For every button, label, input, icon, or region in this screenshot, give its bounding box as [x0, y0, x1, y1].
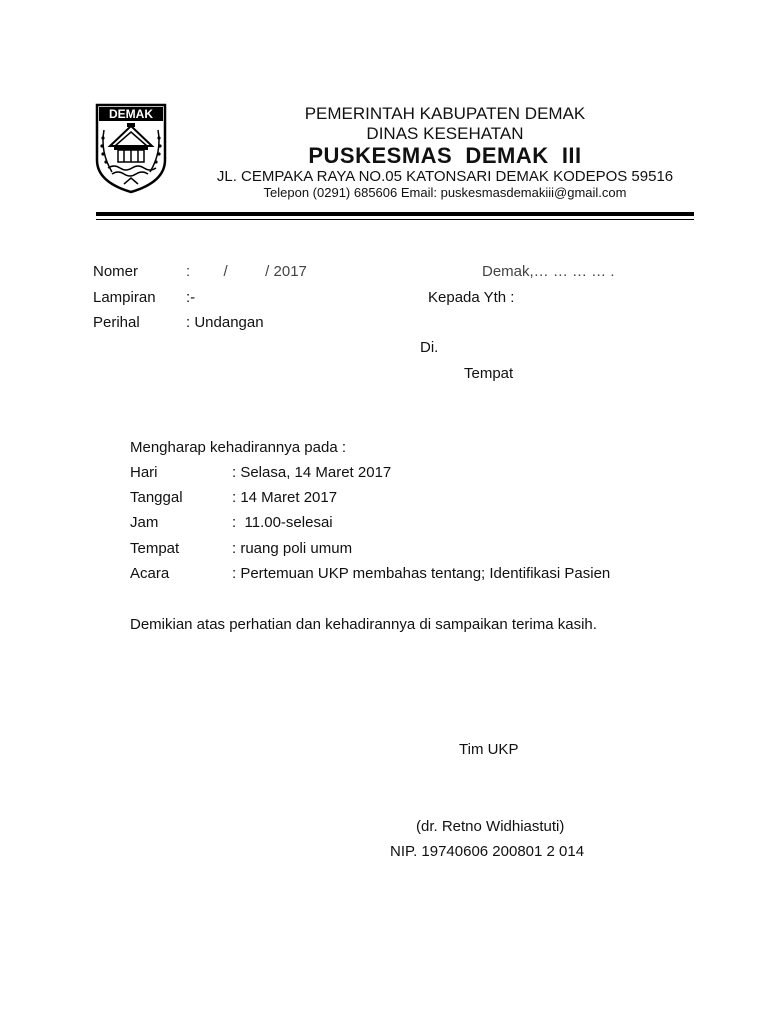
detail-value: : 11.00-selesai: [232, 514, 333, 531]
contact-line: Telepon (0291) 685606 Email: puskesmasdemakiii@gmail.com: [263, 185, 627, 200]
demak-seal-logo: [94, 102, 168, 194]
lampiran-label: Lampiran: [93, 289, 156, 306]
place-date: Demak,… … … … .: [482, 263, 615, 280]
invitation-intro: Mengharap kehadirannya pada :: [130, 439, 346, 456]
detail-value: : ruang poli umum: [232, 540, 353, 557]
signatory-team: Tim UKP: [459, 741, 519, 758]
perihal-label: Perihal: [93, 314, 140, 331]
detail-value: : 14 Maret 2017: [232, 489, 338, 506]
perihal-value: : Undangan: [186, 314, 264, 331]
nomer-value: : / / 2017: [186, 263, 307, 280]
letterhead-divider-thick: [96, 212, 694, 216]
detail-label: Tanggal: [130, 489, 183, 506]
detail-label: Jam: [130, 514, 159, 531]
department-title: DINAS KESEHATAN: [366, 124, 524, 143]
detail-label: Acara: [130, 565, 170, 582]
recipient-heading: Kepada Yth :: [428, 289, 515, 306]
detail-value: : Selasa, 14 Maret 2017: [232, 464, 392, 481]
recipient-di: Di.: [420, 339, 439, 356]
institution-title: PUSKESMAS DEMAK III: [308, 143, 582, 168]
signatory-name: (dr. Retno Widhiastuti): [416, 818, 565, 835]
government-title: PEMERINTAH KABUPATEN DEMAK: [304, 104, 586, 123]
detail-value: : Pertemuan UKP membahas tentang; Identifikasi Pasien: [232, 565, 611, 582]
address-line: JL. CEMPAKA RAYA NO.05 KATONSARI DEMAK KODEPOS 59516: [216, 168, 674, 185]
signatory-nip: NIP. 19740606 200801 2 014: [390, 843, 585, 860]
detail-label: Tempat: [130, 540, 180, 557]
recipient-place: Tempat: [464, 365, 514, 382]
nomer-label: Nomer: [93, 263, 139, 280]
closing-paragraph: Demikian atas perhatian dan kehadirannya di sampaikan terima kasih.: [130, 616, 597, 633]
logo-text: DEMAK: [109, 107, 153, 121]
lampiran-value: :-: [186, 289, 196, 306]
detail-label: Hari: [130, 464, 158, 481]
letterhead-divider-thin: [96, 219, 694, 220]
